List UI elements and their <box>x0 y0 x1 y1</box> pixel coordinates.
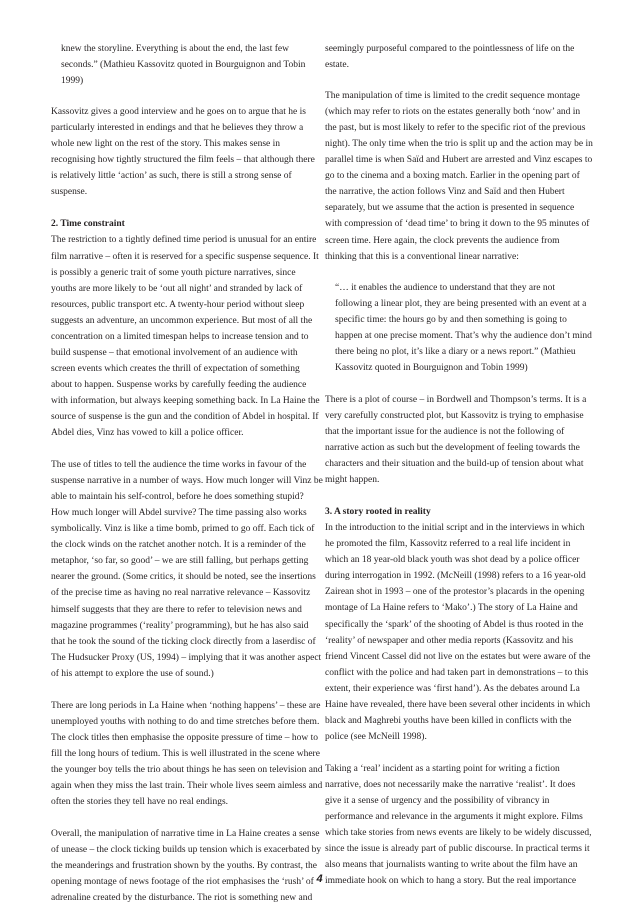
paragraph-real-incident: Taking a ‘real’ incident as a starting point for writing a fiction narrative, does not necessarily make the narrative ‘realist’. It does give it a sense of urgency and the possibility of vibrancy in performance and relevance in the arguments it might explore. Films which take stories from news events are likely to be widely discussed, since the issue is already part of public discourse. In practical terms it also means that journalists wanting to write about the film have an immediate hook on which to hang a story. But the real importance <box>325 763 592 887</box>
paragraph-time-constraint: The restriction to a tightly defined time period is unusual for an entire film narrative – often it is reserved for a specific suspense sequence. It is possibly a generic trait of some youth picture narratives, since youths are more likely to be ‘out all night’ and stranded by lack of resources, public transport etc. A twenty-hour period without sleep suggests an adventure, an uncommon experience. But most of all the concentration on a limited timespan helps to increase tension and to build suspense – that emotional involvement of an audience with screen events which creates the thrill of expectation of something about to happen. Suspense works by carefully feeding the audience with information, but always keeping something back. In La Haine the source of suspense is the gun and the condition of Abdel in hospital. If Abdel dies, Vinz has vowed to kill a police officer. <box>51 235 320 439</box>
paragraph-story-rooted-in-reality: In the introduction to the initial script and in the interviews in which he promoted the film, Kassovitz referred to a real life incident in which an 18 year-old black youth was shot dead by a police officer during interrogation in 1992. (McNeill (1998) refers to a 16 year-old Zairean shot in 1993 – one of the protestor’s placards in the opening montage of La Haine refers to ‘Mako’.) The story of La Haine and specifically the ‘spark’ of the shooting of Abdel is thus rooted in the ‘reality’ of newspaper and other media reports (Kassovitz and his friend Vincent Cassel did not live on the estates but were aware of the conflict with the police and had taken part in demonstrations – to this extent, their experience was ‘first hand’). As the debates around La Haine have revealed, there have been several other incidents in which black and Maghrebi youths have been killed in conflicts with the police (see McNeill 1998). <box>325 523 591 742</box>
paragraph-overall: Overall, the manipulation of narrative time in La Haine creates a sense of unease – the clock ticking builds up tension which is exacerbated by the meanderings and frustration shown by the youths. By contrast, the opening montage of news footage of the riot emphasises the ‘rush’ of adrenaline created by the disturbance. The riot is something new and <box>51 829 322 904</box>
paragraph-long-periods: There are long periods in La Haine when ‘nothing happens’ – these are unemployed youths with nothing to do and time stretches before them. The clock titles then emphasise the opposite pressure of time – how to fill the long hours of tedium. This is well illustrated in the scene where the younger boy tells the trio about things he has seen on television and again when they miss the last train. Their whole lives seem aimless and often the stories they tell have no real endings. <box>51 700 323 808</box>
left-column <box>51 41 323 922</box>
paragraph-titles: The use of titles to tell the audience the time works in favour of the suspense narrative in a number of ways. How much longer will Vinz be able to maintain his self-control, before he does something stupid? How much longer will Abdel survive? The time passing also works symbolically. Vinz is like a time bomb, primed to go off. Each tick of the clock winds on the ratchet another notch. It is a reminder of the metaphor, ‘so far, so good’ – we are still falling, but perhaps getting nearer the ground. (Some critics, it should be noted, see the insertions of the precise time as having no real narrative relevance – Kassovitz himself suggests that they are there to refer to television news and magazine programmes (‘reality’ programming), but he has also said that he took the sound of the ticking clock directly from a laserdisc of The Hudsucker Proxy (US, 1994) – implying that it was another aspect of his attempt to explore the use of sound.) <box>51 460 323 679</box>
block-quote-kassovitz-plot: “… it enables the audience to understand that they are not following a linear plot, they are being presented with an event at a specific time: the hours go by and then something is going to happen at one precise moment. That’s why the audience don’t mind there being no plot, it’s like a diary or a news report.” (Mathieu Kassovitz quoted in Bourguignon and Tobin 1999) <box>335 282 592 373</box>
section-heading-story-rooted-in-reality: 3. A story rooted in reality <box>325 507 431 518</box>
paragraph-interview: Kassovitz gives a good interview and he goes on to argue that he is particularly interested in endings and that he believes they throw a whole new light on the rest of the story. This makes sense in recognising how tightly structured the film feels – that although there is relatively little ‘action’ as such, there is still a strong sense of suspense. <box>51 107 315 198</box>
paragraph-plot: There is a plot of course – in Bordwell and Thompson’s terms. It is a very carefully constructed plot, but Kassovitz is trying to emphasise that the important issue for the audience is not the following of narrative action as such but the development of feeling towards the characters and their situation and the build-up of tension about what might happen. <box>325 394 587 486</box>
page-number: 4 <box>316 873 323 885</box>
block-quote-kassovitz-endings: knew the storyline. Everything is about the end, the last few seconds.” (Mathieu Kassovitz quoted in Bourguignon and Tobin 1999) <box>61 44 306 87</box>
right-column <box>325 41 593 905</box>
paragraph-manipulation-of-time: The manipulation of time is limited to the credit sequence montage (which may refer to riots on the estates generally both ‘now’ and in the past, but is most likely to refer to the specific riot of the previous night). The only time when the trio is split up and the action may be in parallel time is when Saïd and Hubert are arrested and Vinz escapes to go to the cinema and a boxing match. Earlier in the opening part of the narrative, the action follows Vinz and Saïd and then Hubert separately, but we assume that the action is presented in sequence with compression of ‘dead time’ to bring it down to the 95 minutes of screen time. Here again, the clock prevents the audience from thinking that this is a conventional linear narrative: <box>325 91 593 262</box>
section-heading-time-constraint: 2. Time constraint <box>51 219 125 230</box>
paragraph-continuation: seemingly purposeful compared to the pointlessness of life on the estate. <box>325 44 575 71</box>
